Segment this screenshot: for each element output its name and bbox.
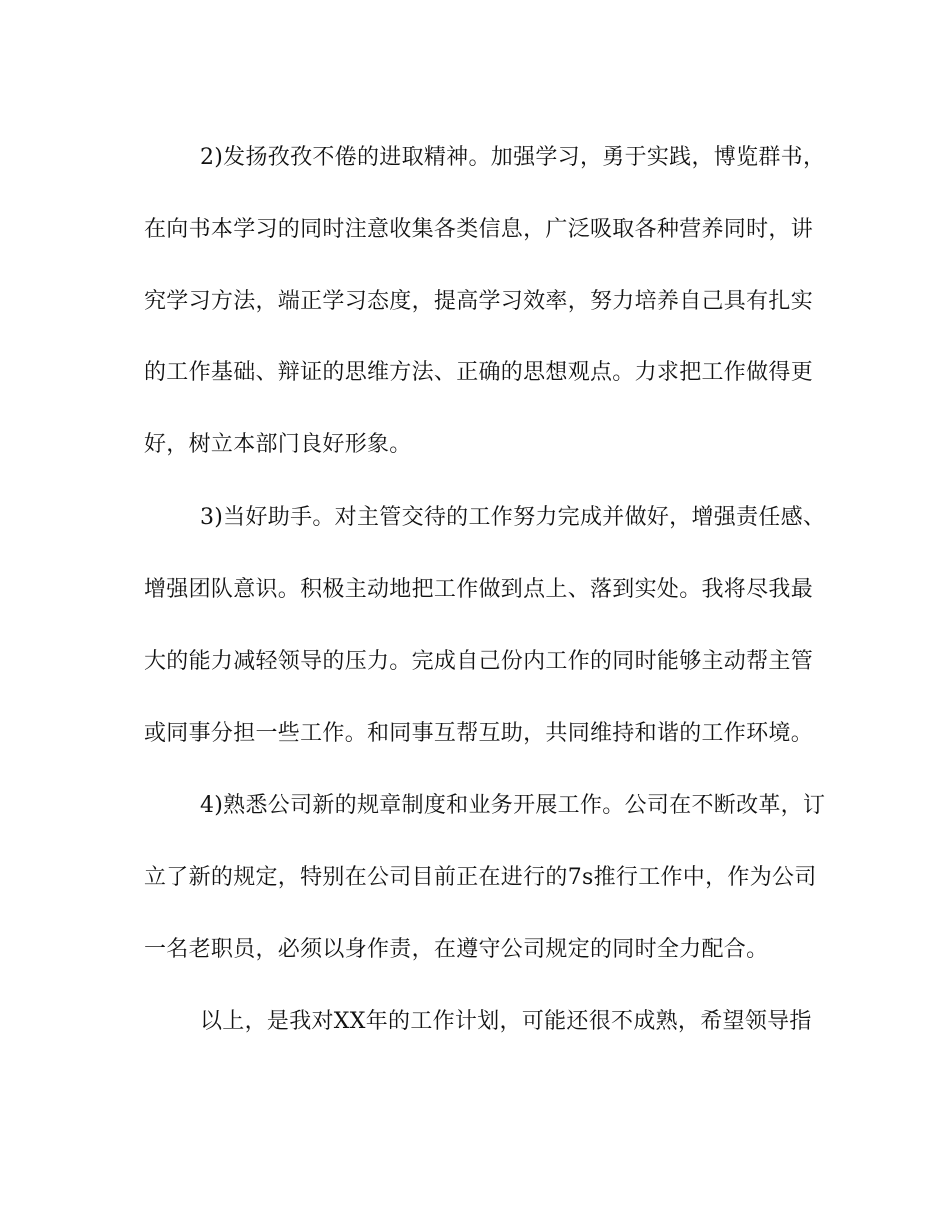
paragraph-4-line-1: 4)熟悉公司新的规章制度和业务开展工作。公司在不断改革，订 <box>200 793 826 818</box>
paragraph-3-line-3: 大的能力减轻领导的压力。完成自己份内工作的同时能够主动帮主管 <box>144 649 814 674</box>
paragraph-2-line-2: 在向书本学习的同时注意收集各类信息，广泛吸取各种营养同时，讲 <box>144 217 814 242</box>
conclusion-line-1: 以上，是我对XX年的工作计划，可能还很不成熟，希望领导指 <box>200 1009 812 1034</box>
paragraph-3-line-4: 或同事分担一些工作。和同事互帮互助，共同维持和谐的工作环境。 <box>144 721 814 746</box>
paragraph-2-line-4: 的工作基础、辩证的思维方法、正确的思想观点。力求把工作做得更 <box>144 360 814 385</box>
paragraph-2-line-3: 究学习方法，端正学习态度，提高学习效率，努力培养自己具有扎实 <box>144 289 814 314</box>
paragraph-4-line-2: 立了新的规定，特别在公司目前正在进行的7s推行工作中，作为公司 <box>144 865 817 890</box>
paragraph-2-line-5: 好，树立本部门良好形象。 <box>144 432 412 457</box>
paragraph-3-line-1: 3)当好助手。对主管交待的工作努力完成并做好，增强责任感、 <box>200 505 826 530</box>
paragraph-2-line-1: 2)发扬孜孜不倦的进取精神。加强学习，勇于实践，博览群书， <box>200 145 826 170</box>
paragraph-3-line-2: 增强团队意识。积极主动地把工作做到点上、落到实处。我将尽我最 <box>144 577 814 602</box>
paragraph-4-line-3: 一名老职员，必须以身作责，在遵守公司规定的同时全力配合。 <box>144 937 769 962</box>
